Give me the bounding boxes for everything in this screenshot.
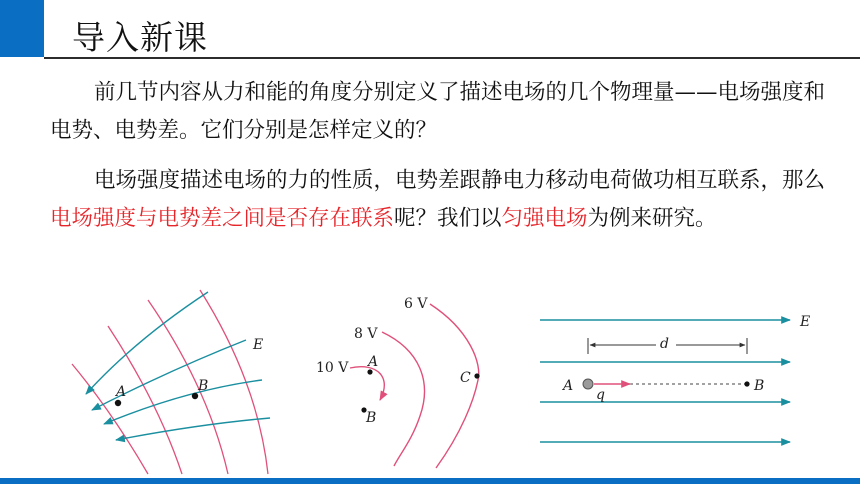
label-8v: 8 V bbox=[354, 326, 378, 342]
question-text-2: 呢？我们以 bbox=[394, 206, 502, 231]
footer-bar bbox=[0, 478, 860, 484]
title-underline bbox=[44, 57, 860, 59]
figures-row bbox=[0, 282, 860, 478]
point-a2-dot bbox=[367, 369, 372, 374]
charge-q bbox=[583, 379, 593, 389]
field-lines bbox=[86, 292, 270, 440]
highlight-uniform-field: 匀强电场 bbox=[501, 206, 588, 231]
figures-svg bbox=[0, 282, 860, 478]
charge-q-label: q bbox=[596, 387, 605, 403]
point-a-dot bbox=[115, 400, 121, 406]
page-title: 导入新课 bbox=[72, 18, 208, 57]
distance-d-label: d bbox=[660, 336, 669, 352]
point-c-dot bbox=[474, 373, 479, 378]
question-text-1: 电场强度描述电场的力的性质，电势差跟静电力移动电荷做功相互联系，那么 bbox=[94, 168, 826, 193]
point-b3-dot bbox=[744, 381, 749, 386]
equipotential-lines bbox=[72, 290, 268, 474]
intro-paragraph bbox=[50, 74, 840, 150]
highlight-relation: 电场强度与电势差之间是否存在联系 bbox=[50, 206, 395, 231]
figure-uniform-field bbox=[540, 314, 810, 442]
point-a3-label: A bbox=[563, 378, 574, 394]
question-text-3: 为例来研究。 bbox=[587, 206, 717, 231]
label-6v: 6 V bbox=[404, 296, 428, 312]
point-a-label: A bbox=[116, 384, 127, 400]
label-10v: 10 V bbox=[316, 360, 349, 376]
title-accent-block bbox=[0, 0, 44, 57]
figure-equipotentials bbox=[316, 296, 480, 468]
figure-nonuniform-field bbox=[72, 290, 270, 474]
point-c-label: C bbox=[460, 370, 471, 386]
field-e-label: E bbox=[253, 337, 264, 353]
point-b-label: B bbox=[198, 378, 209, 394]
point-b2-label: B bbox=[366, 410, 377, 426]
point-a2-label: A bbox=[368, 354, 379, 370]
field-e3-label: E bbox=[800, 314, 811, 330]
point-b3-label: B bbox=[754, 378, 765, 394]
intro-text: 前几节内容从力和能的角度分别定义了描述电场的几个物理量——电场强度和电势、电势差。它们分别是怎样定义的？ bbox=[50, 80, 826, 143]
question-paragraph bbox=[50, 162, 840, 238]
